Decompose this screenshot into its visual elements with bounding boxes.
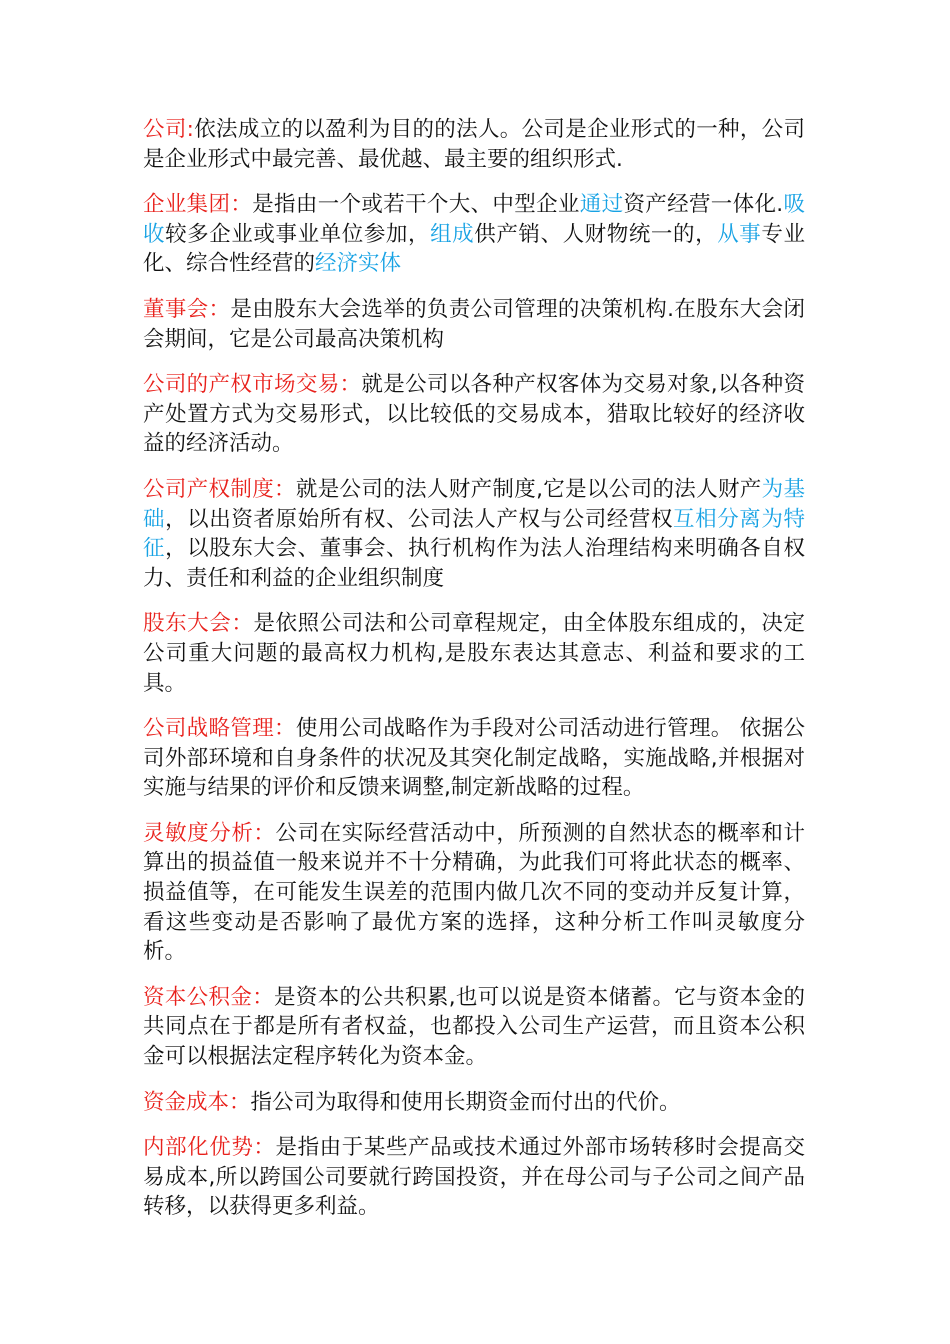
definition-entry: [143, 1133, 805, 1222]
definition-text: 就是公司的法人财产制度,它是以公司的法人财产: [295, 476, 762, 502]
document-page: [143, 115, 805, 1238]
definition-term: 公司:: [143, 117, 194, 142]
definition-link[interactable]: 组成: [430, 221, 475, 247]
definition-term: 企业集团：: [143, 192, 253, 218]
definition-term: 资本公积金：: [143, 984, 275, 1010]
definition-text: 供产销、人财物统一的，: [474, 221, 718, 247]
definition-text: 公司在实际经营活动中，所预测的自然状态的概率和计算出的损益值一般来说并不十分精确，为此我们可将此状态的概率、损益值等，在可能发生误差的范围内做几次不同的变动并反复计算，看这些变动是否影响了最优方案的选择，这种分析工作叫灵敏度分析。: [143, 820, 805, 965]
definition-term: 资金成本：: [143, 1089, 251, 1115]
definition-text: 是指由于某些产品或技术通过外部市场转移时会提高交易成本,所以跨国公司要就行跨国投资，并在母公司与子公司之间产品转移，以获得更多利益。: [143, 1135, 805, 1220]
definition-entry: [143, 475, 805, 593]
definition-text: 资产经营一体化.: [623, 192, 784, 218]
definition-term: 公司战略管理：: [143, 716, 296, 742]
definition-text: 较多企业或事业单位参加，: [165, 221, 431, 247]
definition-entry: [143, 983, 805, 1072]
definition-entry: [143, 370, 805, 459]
definition-text: 指公司为取得和使用长期资金而付出的代价。: [250, 1089, 681, 1115]
definition-link[interactable]: 从事: [717, 221, 762, 247]
definition-link[interactable]: 经济实体: [315, 251, 402, 277]
definition-link[interactable]: 为基础: [143, 476, 805, 532]
definition-text: 是依照公司法和公司章程规定，由全体股东组成的，决定公司重大问题的最高权力机构,是股东表达其意志、利益和要求的工具。: [143, 611, 805, 696]
definition-link[interactable]: 吸收: [143, 192, 805, 247]
definition-link[interactable]: 互相分离为特征: [143, 506, 805, 562]
definition-text: 是由股东大会选举的负责公司管理的决策机构.在股东大会闭会期间，它是公司最高决策机构: [143, 296, 805, 352]
definition-term: 公司的产权市场交易：: [143, 372, 362, 398]
definition-entry: [143, 295, 805, 354]
definition-entry: [143, 609, 805, 698]
definition-text: 使用公司战略作为手段对公司活动进行管理。 依据公司外部环境和自身条件的状况及其突化制定战略，实施战略,并根据对实施与结果的评价和反馈来调整,制定新战略的过程。: [143, 716, 805, 801]
definition-entry: [143, 190, 805, 279]
definition-text: 是指由一个或若干个大、中型企业: [252, 192, 580, 218]
definition-entry: [143, 1088, 805, 1118]
definition-text: ，以股东大会、董事会、执行机构作为法人治理结构来明确各自权力、责任和利益的企业组织制度: [143, 536, 805, 591]
definition-link[interactable]: 通过: [579, 192, 624, 218]
definition-text: ，以出资者原始所有权、公司法人产权与公司经营权: [165, 506, 674, 532]
definition-term: 内部化优势：: [143, 1135, 276, 1161]
definition-term: 灵敏度分析：: [143, 820, 276, 846]
definition-text: 就是公司以各种产权客体为交易对象,以各种资产处置方式为交易形式，以比较低的交易成本，猎取比较好的经济收益的经济活动。: [143, 372, 805, 457]
definition-term: 股东大会：: [143, 611, 254, 637]
definition-entry: [143, 819, 805, 967]
definition-text: 依法成立的以盈利为目的的法人。公司是企业形式的一种，公司是企业形式中最完善、最优越、最主要的组织形式.: [143, 117, 805, 172]
definition-term: 董事会：: [143, 296, 231, 322]
definition-term: 公司产权制度：: [143, 476, 296, 502]
definition-entry: [143, 714, 805, 803]
definition-text: 专业化、综合性经营的: [143, 221, 805, 277]
definition-entry: [143, 115, 805, 174]
definition-text: 是资本的公共积累,也可以说是资本储蓄。它与资本金的共同点在于都是所有者权益，也都投入公司生产运营，而且资本公积金可以根据法定程序转化为资本金。: [143, 984, 805, 1070]
